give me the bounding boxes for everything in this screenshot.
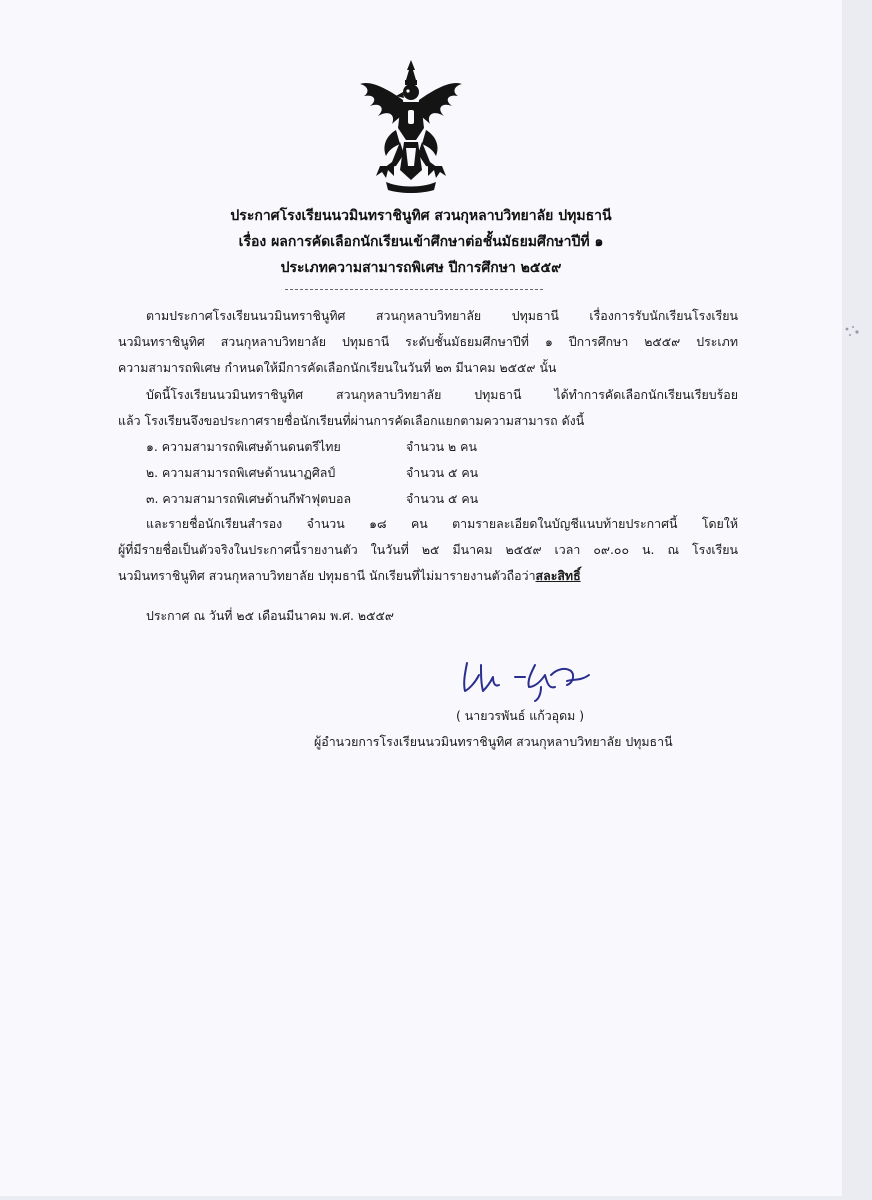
signer-position: ผู้อำนวยการโรงเรียนนวมินทราชินูทิศ สวนกุหลาบวิทยาลัย ปทุมธานี <box>314 734 673 749</box>
paragraph-3-line-3-text: นวมินทราชินูทิศ สวนกุหลาบวิทยาลัย ปทุมธานี นักเรียนที่ไม่มารายงานตัวถือว่า <box>118 568 536 583</box>
header-divider <box>285 289 543 290</box>
paragraph-1-line-2: นวมินทราชินูทิศ สวนกุหลาบวิทยาลัย ปทุมธานี ระดับชั้นมัธยมศึกษาปีที่ ๑ ปีการศึกษา ๒๕๕๙ ประเภท <box>118 334 738 349</box>
category-label: ๓. ความสามารถพิเศษด้านกีฬาฟุตบอล <box>146 491 352 506</box>
category-count: จำนวน ๒ คน <box>406 439 477 454</box>
paragraph-3-line-2: ผู้ที่มีรายชื่อเป็นตัวจริงในประกาศนี้รายงานตัว ในวันที่ ๒๕ มีนาคม ๒๕๕๙ เวลา ๐๙.๐๐ น. ณ โรงเรียน <box>118 542 738 557</box>
paragraph-2-line-1: บัดนี้โรงเรียนนวมินทราชินูทิศ สวนกุหลาบวิทยาลัย ปทุมธานี ได้ทำการคัดเลือกนักเรียนเรียบร้อย <box>146 387 738 402</box>
list-item <box>146 460 479 486</box>
announcement-date <box>146 603 766 629</box>
paragraph-3-line-3 <box>118 563 738 589</box>
paragraph-2-line-2: แล้ว โรงเรียนจึงขอประกาศรายชื่อนักเรียนที่ผ่านการคัดเลือกแยกตามความสามารถ ดังนี้ <box>118 413 585 428</box>
paragraph-3-line-1: และรายชื่อนักเรียนสำรอง จำนวน ๑๘ คน ตามรายละเอียดในบัญชีแนบท้ายประกาศนี้ โดยให้ <box>146 516 738 531</box>
announcement-date-text: ประกาศ ณ วันที่ ๒๕ เดือนมีนาคม พ.ศ. ๒๕๕๙ <box>146 608 394 623</box>
category-label: ๒. ความสามารถพิเศษด้านนาฏศิลป์ <box>146 465 336 480</box>
paragraph-1-line-1: ตามประกาศโรงเรียนนวมินทราชินูทิศ สวนกุหลาบวิทยาลัย ปทุมธานี เรื่องการรับนักเรียนโรงเรียน <box>146 308 738 323</box>
list-item <box>146 434 477 460</box>
handwritten-signature <box>455 653 600 703</box>
paragraph-1-line-3: ความสามารถพิเศษ กำหนดให้มีการคัดเลือกนักเรียนในวันที่ ๒๓ มีนาคม ๒๕๕๙ นั้น <box>118 360 557 375</box>
garuda-emblem-icon <box>356 58 466 198</box>
paragraph-1 <box>118 303 738 381</box>
paragraph-2 <box>118 382 738 434</box>
forfeit-emphasis: สละสิทธิ์ <box>535 568 581 583</box>
signer-name: ( นายวรพันธ์ แก้วอุดม ) <box>456 708 585 723</box>
header-category: ประเภทความสามารถพิเศษ ปีการศึกษา ๒๕๕๙ <box>280 260 562 276</box>
category-count: จำนวน ๕ คน <box>406 465 479 480</box>
list-item <box>146 486 479 512</box>
paragraph-3 <box>118 511 738 589</box>
header-title: ประกาศโรงเรียนนวมินทราชินูทิศ สวนกุหลาบวิทยาลัย ปทุมธานี <box>230 208 612 224</box>
category-list <box>146 434 479 512</box>
category-label: ๑. ความสามารถพิเศษด้านดนตรีไทย <box>146 439 341 454</box>
category-count: จำนวน ๕ คน <box>406 491 479 506</box>
scan-speck <box>843 323 863 339</box>
header-subject: เรื่อง ผลการคัดเลือกนักเรียนเข้าศึกษาต่อชั้นมัธยมศึกษาปีที่ ๑ <box>238 234 604 250</box>
announcement-header <box>0 203 842 281</box>
